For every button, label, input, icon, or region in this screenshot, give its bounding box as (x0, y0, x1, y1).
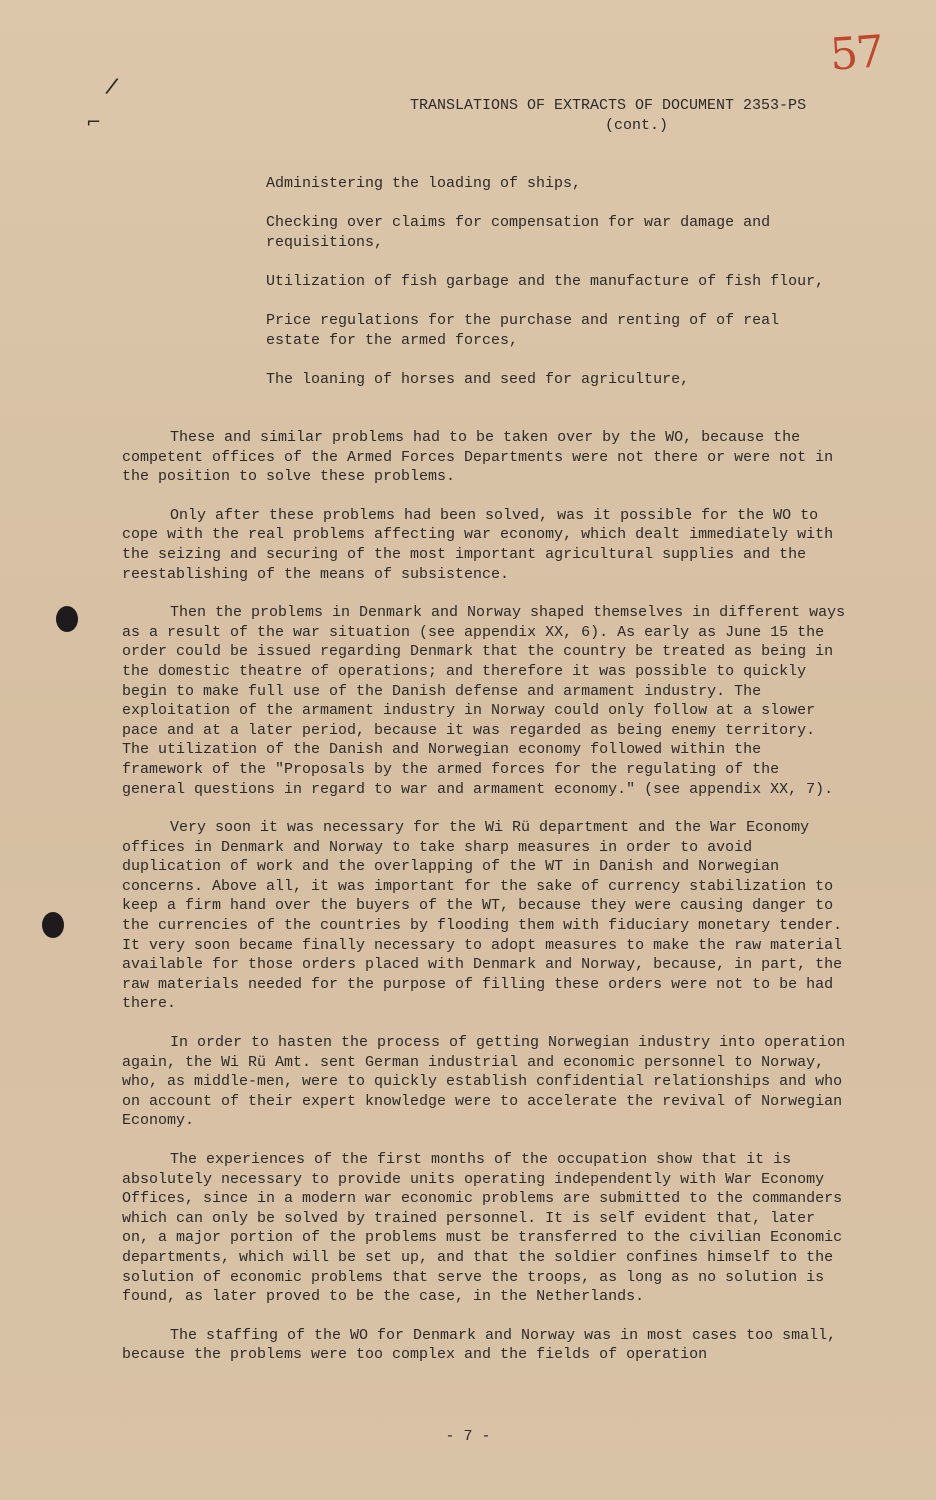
pen-mark-arrow: ⌐ (86, 112, 102, 133)
list-item: Utilization of fish garbage and the manufacture of fish flour, (266, 273, 825, 290)
pen-mark: / (103, 73, 120, 100)
paragraph: The experiences of the first months of the occupation show that it is absolutely necessary to provide units operating independently with War Economy Offices, since in a modern war economic problems are submitted to the commanders which can only be solved by trained personnel. It is self evident that, later on, a major portion of the problems must be transferred to the civilian Economic departments, which will be set up, and that the soldier confines himself to the solution of economic problems that serve the troops, as long as no solution is found, as later proved to be the case, in the Netherlands. (122, 1151, 843, 1306)
paragraph: In order to hasten the process of getting Norwegian industry into operation again, the Wi Rü Amt. sent German industrial and economic personnel to Norway, who, as middle-men, were to quickly establish confidential relationships and who on account of their expert knowledge were to accelerate the revival of Norwegian Economy. (122, 1034, 846, 1130)
paragraph: Very soon it was necessary for the Wi Rü department and the War Economy offices in Denmark and Norway to take sharp measures in order to avoid duplication of work and the overlapping of the WT in Danish and Norwegian concerns. Above all, it was important for the sake of currency stabilization to keep a firm hand over the buyers of the WT, because they were causing danger to the currencies of the countries by flooding them with fiduciary monetary tender. It very soon became finally necessary to adopt measures to make the raw material available for those orders placed with Denmark and Norway, because, in part, the raw materials needed for the purpose of filling these orders were not to be had there. (122, 819, 843, 1013)
punch-hole (56, 606, 78, 632)
paragraph: The staffing of the WO for Denmark and Norway was in most cases too small, because the problems were too complex and the fields of operation (122, 1326, 837, 1364)
list-item: The loaning of horses and seed for agriculture, (266, 371, 690, 388)
header-title: TRANSLATIONS OF EXTRACTS OF DOCUMENT 2353-PS (410, 97, 807, 114)
list-item: Price regulations for the purchase and renting of of real estate for the armed forces, (266, 312, 780, 349)
page-number: - 7 - (445, 1428, 491, 1445)
paragraph: These and similar problems had to be taken over by the WO, because the competent offices of the Armed Forces Departments were not there or were not in the position to solve these problems. (122, 429, 834, 486)
list-item: Administering the loading of ships, (266, 175, 582, 192)
document-body (122, 428, 847, 1384)
document-header (410, 96, 840, 136)
list-item: Checking over claims for compensation for war damage and requisitions, (266, 214, 771, 251)
paragraph: Only after these problems had been solved, was it possible for the WO to cope with the real problems affecting war economy, which dealt immediately with the seizing and securing of the most important agricultural supplies and the reestablishing of the means of subsistence. (122, 506, 834, 583)
task-list (266, 174, 826, 409)
header-subtitle: (cont.) (605, 117, 669, 134)
paragraph: Then the problems in Denmark and Norway shaped themselves in different ways as a result of the war situation (see appendix XX, 6). As early as June 15 the order could be issued regarding Denmark that the country be treated as being in the domestic theatre of operations; and therefore it was possible to quickly begin to make full use of the Danish defense and armament industry. The exploitation of the armament industry in Norway could only follow at a slower pace and at a later period, because it was regarded as being enemy territory. The utilization of the Danish and Norwegian economy followed within the framework of the "Proposals by the armed forces for the regulating of the general questions in regard to war and armament economy." (see appendix XX, 7). (122, 604, 846, 798)
punch-hole (42, 912, 64, 938)
handwritten-page-number: 57 (828, 26, 884, 81)
